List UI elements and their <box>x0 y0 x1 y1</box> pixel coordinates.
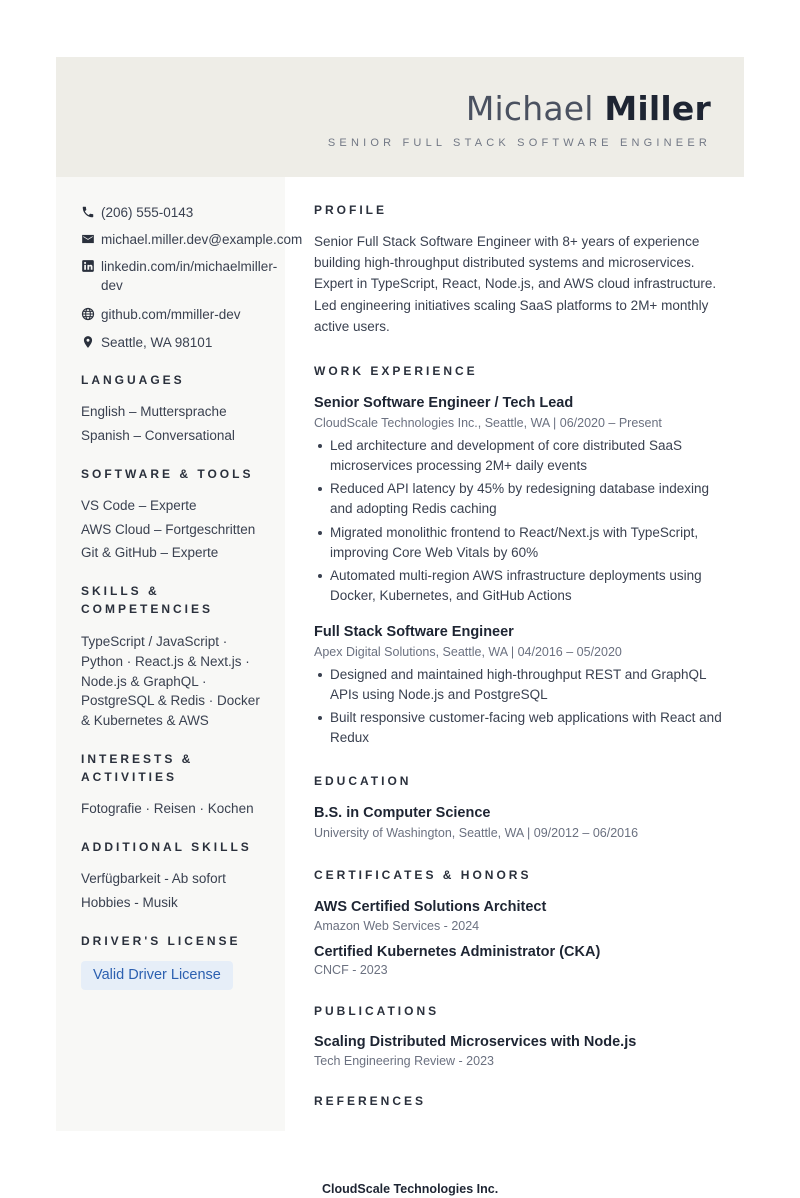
additional-skill-item: Hobbies - Musik <box>81 895 178 910</box>
candidate-name <box>466 89 711 129</box>
phone-icon <box>81 205 95 219</box>
reference-company: CloudScale Technologies Inc. <box>322 1182 499 1196</box>
job-bullet: Designed and maintained high-throughput REST and GraphQL APIs using Node.js and PostgreSQL <box>330 665 725 705</box>
job-bullet: Built responsive customer-facing web applications with React and Redux <box>330 708 725 748</box>
resume-header <box>56 57 744 177</box>
languages-heading: LANGUAGES <box>81 373 185 387</box>
certificate-title: Certified Kubernetes Administrator (CKA) <box>314 944 601 960</box>
skills-heading: SKILLS & COMPETENCIES <box>81 584 214 616</box>
location: Seattle, WA 98101 <box>101 335 213 350</box>
certificate-issuer: CNCF - 2023 <box>314 963 388 977</box>
email-address[interactable]: michael.miller.dev@example.com <box>101 232 303 247</box>
globe-icon <box>81 307 95 321</box>
publication-source: Tech Engineering Review - 2023 <box>314 1054 494 1068</box>
skills-list: TypeScript / JavaScript · Python · React.js & Next.js · Node.js & GraphQL · PostgreSQL & Redis · Docker & Kubernetes & AWS <box>81 634 260 729</box>
interests-heading: INTERESTS & ACTIVITIES <box>81 752 194 784</box>
job-meta: Apex Digital Solutions, Seattle, WA | 04/2016 – 05/2020 <box>314 645 622 659</box>
work-experience-heading: WORK EXPERIENCE <box>314 364 478 378</box>
resume-page <box>56 57 744 1196</box>
job-bullet: Migrated monolithic frontend to React/Next.js with TypeScript, improving Core Web Vitals by 60% <box>330 523 725 563</box>
tool-item: AWS Cloud – Fortgeschritten <box>81 522 256 537</box>
profile-summary: Senior Full Stack Software Engineer with 8+ years of experience building high-throughput distributed systems and microservices. Expert in TypeScript, React, Node.js, and AWS cloud infrastructure. Led engineering initiatives scaling SaaS platforms to 2M+ monthly active users. <box>314 234 717 334</box>
additional-skills-heading: ADDITIONAL SKILLS <box>81 840 252 854</box>
linkedin-icon <box>81 259 95 273</box>
profile-heading: PROFILE <box>314 203 388 217</box>
first-name: Michael <box>465 89 594 128</box>
language-item: English – Muttersprache <box>81 404 227 419</box>
linkedin-url[interactable]: linkedin.com/in/michaelmiller-dev <box>101 259 278 293</box>
job-bullet: Reduced API latency by 45% by redesigning database indexing and adopting Redis caching <box>330 479 725 519</box>
school: University of Washington, Seattle, WA | 09/2012 – 06/2016 <box>314 826 639 840</box>
job-bullet: Automated multi-region AWS infrastructure deployments using Docker, Kubernetes, and GitHub Actions <box>330 566 725 606</box>
certificate-issuer: Amazon Web Services - 2024 <box>314 919 480 933</box>
publication-title: Scaling Distributed Microservices with Node.js <box>314 1034 637 1050</box>
job-meta: CloudScale Technologies Inc., Seattle, WA | 06/2020 – Present <box>314 416 662 430</box>
tools-heading: SOFTWARE & TOOLS <box>81 467 254 481</box>
drivers-license-badge: Valid Driver License <box>81 961 233 990</box>
references-heading: REFERENCES <box>314 1094 427 1108</box>
tool-item: VS Code – Experte <box>81 498 197 513</box>
job-bullet: Led architecture and development of core distributed SaaS microservices processing 2M+ daily events <box>330 436 725 476</box>
education-heading: EDUCATION <box>314 774 412 788</box>
phone-number: (206) 555-0143 <box>101 205 194 220</box>
sidebar <box>56 177 303 1131</box>
github-url[interactable]: github.com/mmiller-dev <box>101 307 241 322</box>
job-title: Full Stack Software Engineer <box>314 624 514 640</box>
degree: B.S. in Computer Science <box>314 805 491 821</box>
email-icon <box>81 232 95 246</box>
job-title: Senior Software Engineer / Tech Lead <box>314 395 574 411</box>
job-subtitle: SENIOR FULL STACK SOFTWARE ENGINEER <box>327 137 711 149</box>
language-item: Spanish – Conversational <box>81 428 235 443</box>
last-name: Miller <box>604 89 711 128</box>
additional-skill-item: Verfügbarkeit - Ab sofort <box>81 871 226 886</box>
tool-item: Git & GitHub – Experte <box>81 545 219 560</box>
certificate-title: AWS Certified Solutions Architect <box>314 899 547 915</box>
location-pin-icon <box>81 335 95 349</box>
interests-list: Fotografie · Reisen · Kochen <box>81 801 254 816</box>
drivers-license-heading: DRIVER'S LICENSE <box>81 934 241 948</box>
certificates-heading: CERTIFICATES & HONORS <box>314 868 532 882</box>
publications-heading: PUBLICATIONS <box>314 1004 440 1018</box>
